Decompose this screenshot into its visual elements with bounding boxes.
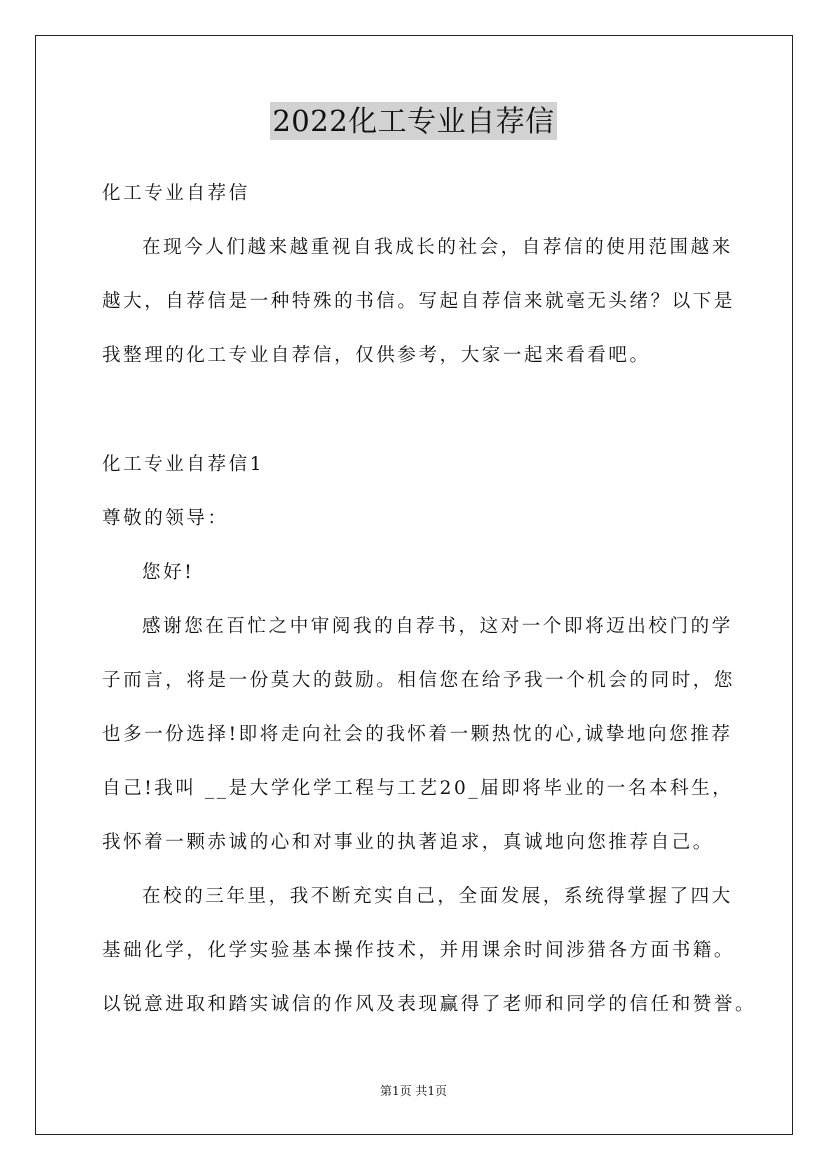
paragraph-line: 基础化学，化学实验基本操作技术，并用课余时间涉猎各方面书籍。: [102, 940, 736, 961]
paragraph-line: 以锐意进取和踏实诚信的作风及表现赢得了老师和同学的信任和赞誉。: [102, 994, 757, 1015]
paragraph-line: 子而言，将是一份莫大的鼓励。相信您在给予我一个机会的同时，您: [102, 670, 736, 691]
greeting: 您好!: [142, 562, 195, 583]
intro-line: 我整理的化工专业自荐信，仅供参考，大家一起来看看吧。: [102, 345, 651, 366]
intro-line: 在现今人们越来越重视自我成长的社会，自荐信的使用范围越来: [142, 237, 733, 258]
title-container: [0, 102, 827, 140]
salutation: 尊敬的领导：: [102, 508, 229, 529]
page-footer: 第1页 共1页: [379, 1084, 448, 1098]
section-heading: 化工专业自荐信1: [102, 454, 265, 475]
paragraph-line: 自己!我叫 __是大学化学工程与工艺20_届即将毕业的一名本科生，: [102, 778, 734, 799]
intro-line: 越大，自荐信是一种特殊的书信。写起自荐信来就毫无头绪？以下是: [102, 291, 736, 312]
document-subtitle: 化工专业自荐信: [102, 183, 250, 204]
paragraph-line: 也多一份选择!即将走向社会的我怀着一颗热忱的心,诚挚地向您推荐: [102, 724, 733, 745]
paragraph-line: 在校的三年里，我不断充实自己，全面发展，系统得掌握了四大: [142, 886, 733, 907]
paragraph-line: 感谢您在百忙之中审阅我的自荐书，这对一个即将迈出校门的学: [142, 616, 733, 637]
document-title: 2022化工专业自荐信: [272, 104, 555, 138]
paragraph-line: 我怀着一颗赤诚的心和对事业的执著追求，真诚地向您推荐自己。: [102, 832, 714, 853]
